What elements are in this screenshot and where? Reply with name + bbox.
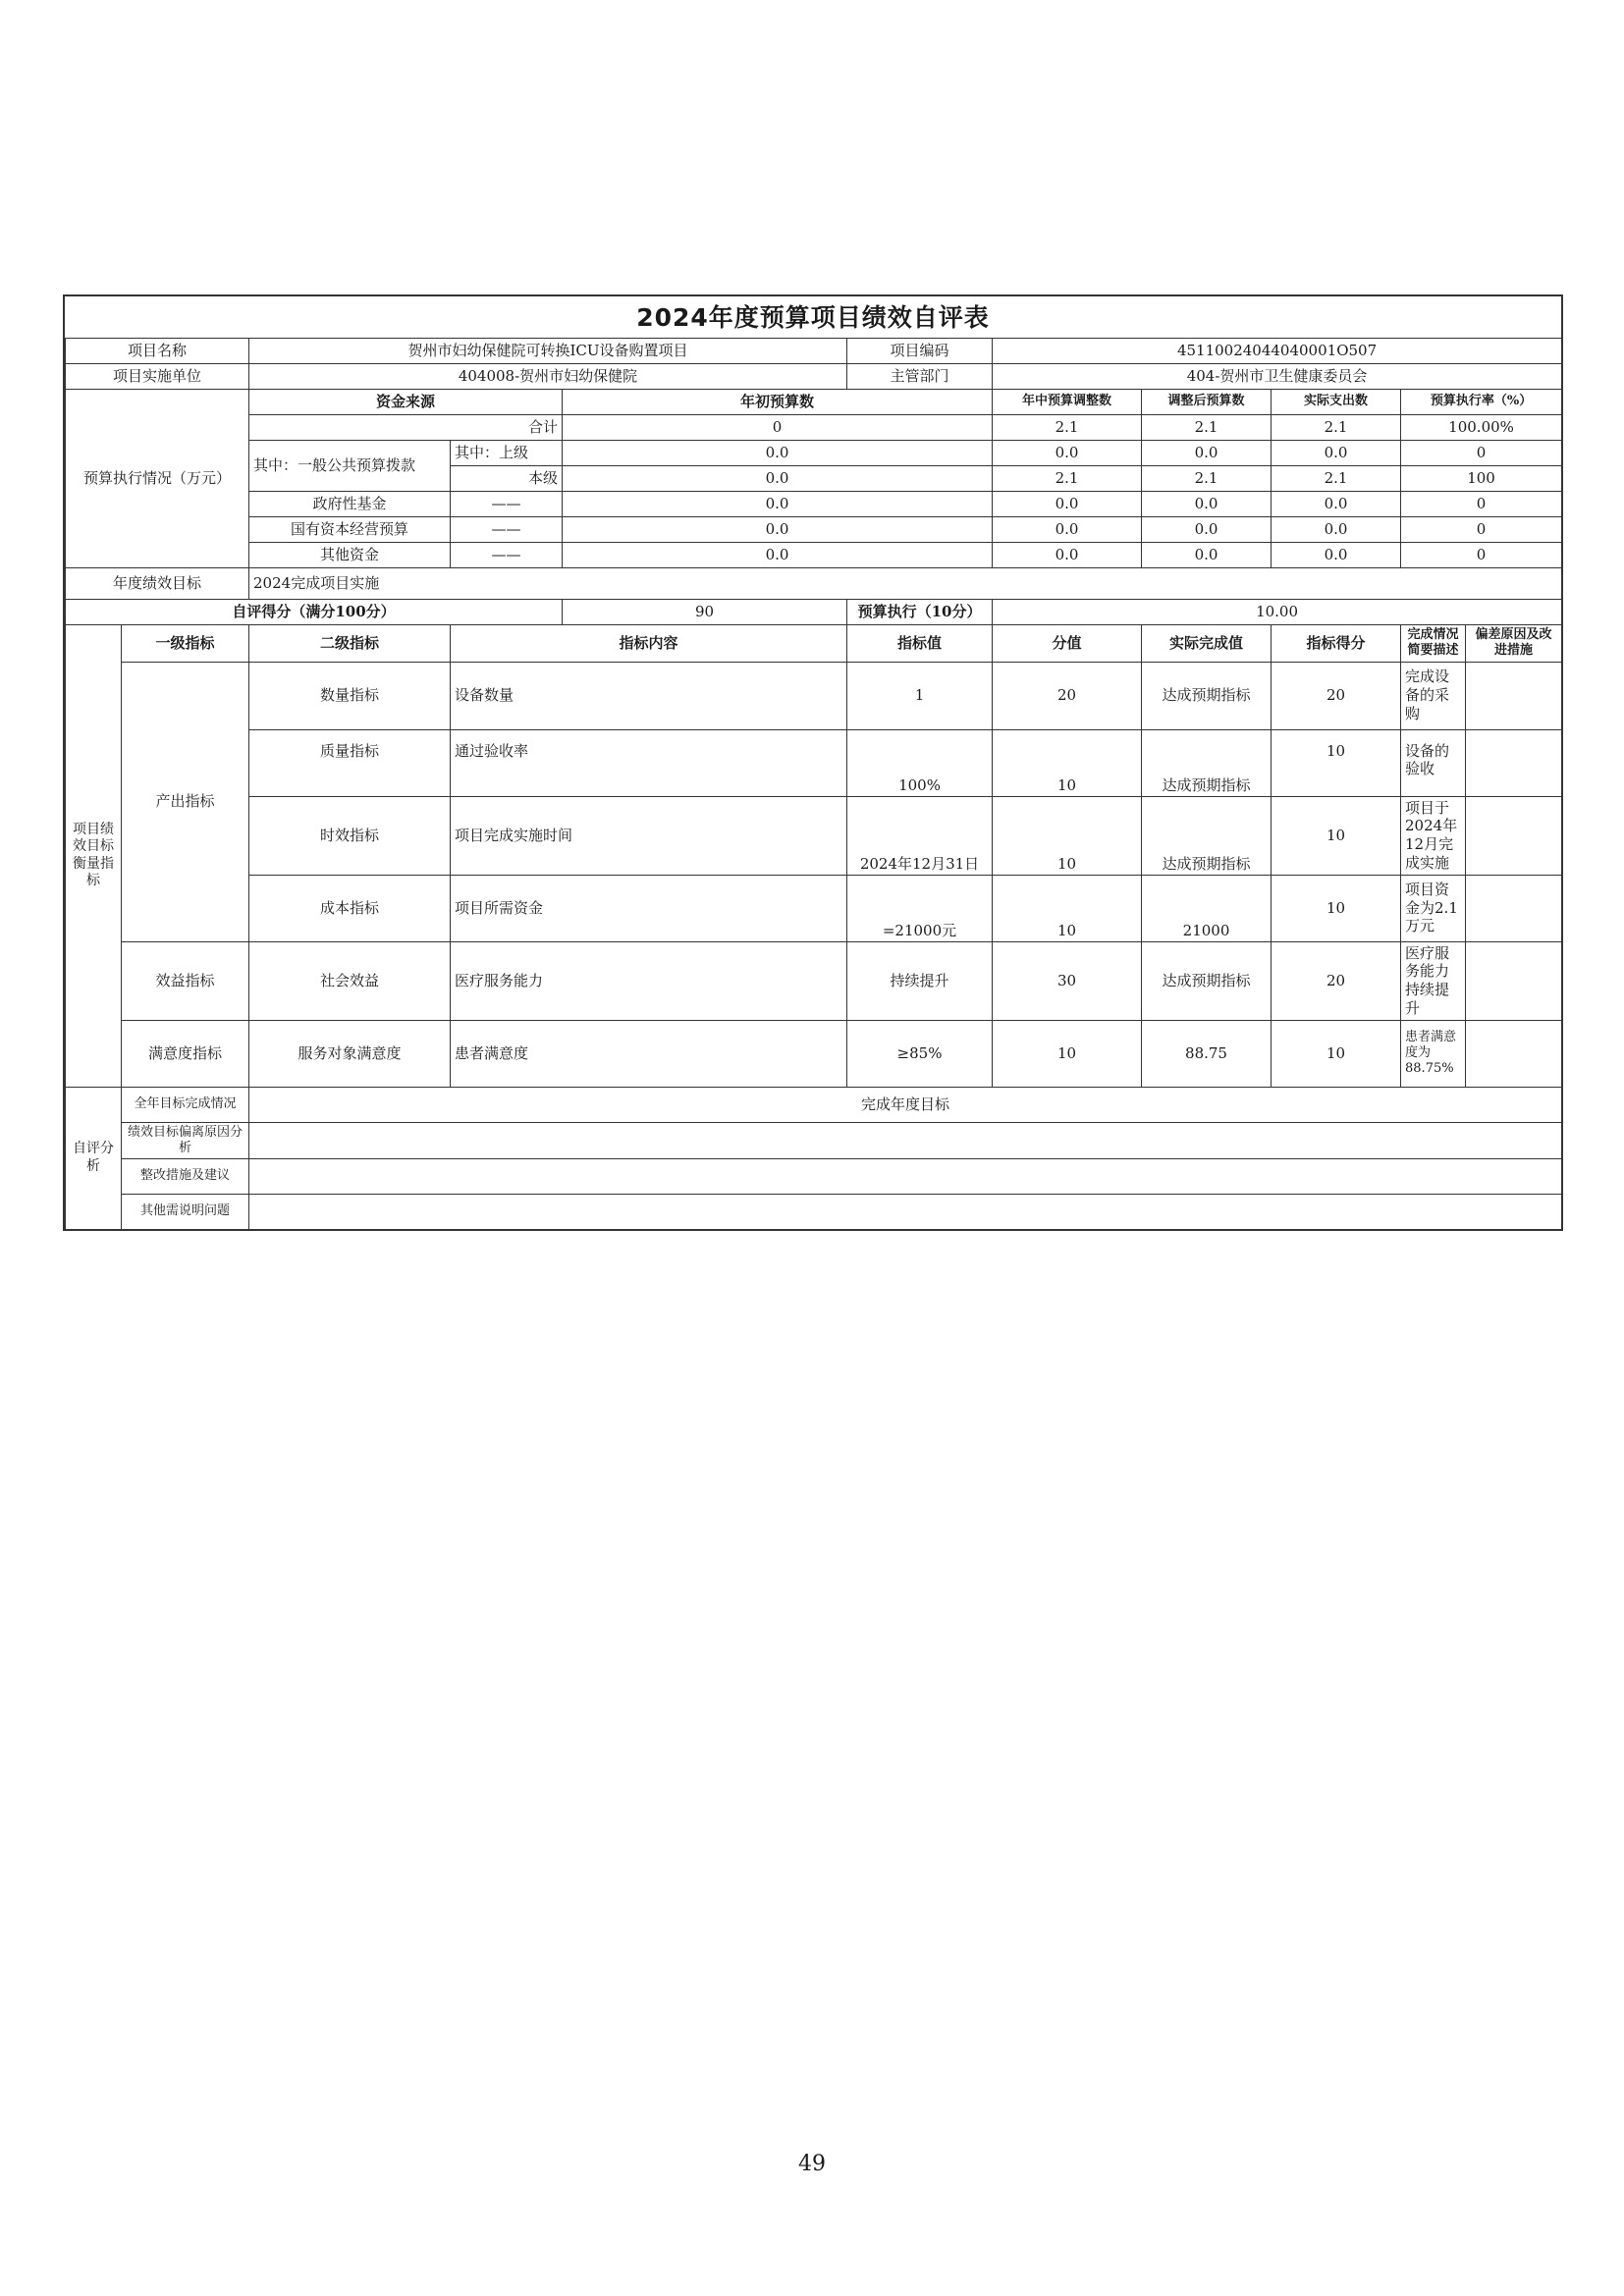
analysis-label: 全年目标完成情况	[122, 1087, 249, 1122]
indicator-content: 项目完成实施时间	[451, 796, 847, 875]
budget-header-row	[66, 390, 1562, 415]
indicator-dev	[1466, 875, 1562, 941]
indicator-actual: 达成预期指标	[1142, 729, 1272, 796]
indicators-header-l1: 一级指标	[122, 625, 249, 663]
indicator-l1: 效益指标	[122, 941, 249, 1020]
analysis-value	[249, 1159, 1562, 1195]
indicators-header-score: 指标得分	[1272, 625, 1401, 663]
budget-adjust: 2.1	[993, 466, 1142, 492]
page-number: 49	[798, 2152, 826, 2176]
budget-header-initial: 年初预算数	[563, 390, 993, 415]
indicator-dev	[1466, 941, 1562, 1020]
budget-adjust: 0.0	[993, 492, 1142, 517]
budget-source: 合计	[249, 415, 563, 441]
indicator-target: 持续提升	[847, 941, 993, 1020]
score-row	[66, 600, 1562, 625]
budget-source: 其中：上级	[451, 441, 563, 466]
budget-initial: 0	[563, 415, 993, 441]
budget-dash: ——	[451, 517, 563, 543]
indicators-header-weight: 分值	[993, 625, 1142, 663]
project-name-value: 贺州市妇幼保健院可转换ICU设备购置项目	[249, 339, 847, 364]
indicators-header-row	[66, 625, 1562, 663]
evaluation-sheet	[63, 294, 1563, 1231]
budget-rate: 100.00%	[1401, 415, 1562, 441]
budget-rate: 0	[1401, 492, 1562, 517]
indicator-target: 2024年12月31日	[847, 796, 993, 875]
budget-header-adjusted: 调整后预算数	[1142, 390, 1272, 415]
indicator-content: 患者满意度	[451, 1020, 847, 1087]
budget-group-general: 其中：一般公共预算拨款	[249, 441, 451, 492]
budget-row-gov-fund	[66, 492, 1562, 517]
indicator-desc: 患者满意度为88.75%	[1401, 1020, 1466, 1087]
budget-adjusted: 0.0	[1142, 492, 1272, 517]
indicator-dev	[1466, 662, 1562, 729]
indicators-header-l2: 二级指标	[249, 625, 451, 663]
indicator-actual: 达成预期指标	[1142, 941, 1272, 1020]
analysis-label: 整改措施及建议	[122, 1159, 249, 1195]
indicator-desc: 项目于2024年12月完成实施	[1401, 796, 1466, 875]
indicator-l2: 社会效益	[249, 941, 451, 1020]
indicator-row	[66, 729, 1562, 796]
indicator-dev	[1466, 796, 1562, 875]
indicator-l2: 成本指标	[249, 875, 451, 941]
indicators-header-dev: 偏差原因及改进措施	[1466, 625, 1562, 663]
indicator-content: 医疗服务能力	[451, 941, 847, 1020]
budget-dash: ——	[451, 492, 563, 517]
indicator-output-label: 产出指标	[122, 662, 249, 941]
self-score-value: 90	[563, 600, 847, 625]
budget-source: 国有资本经营预算	[249, 517, 451, 543]
budget-header-rate: 预算执行率（%）	[1401, 390, 1562, 415]
indicator-desc: 医疗服务能力持续提升	[1401, 941, 1466, 1020]
analysis-value	[249, 1195, 1562, 1230]
budget-row-upper	[66, 441, 1562, 466]
budget-adjusted: 2.1	[1142, 415, 1272, 441]
analysis-row	[66, 1195, 1562, 1230]
indicator-actual: 21000	[1142, 875, 1272, 941]
budget-actual: 0.0	[1272, 492, 1401, 517]
budget-adjusted: 2.1	[1142, 466, 1272, 492]
analysis-row	[66, 1087, 1562, 1122]
indicator-score: 20	[1272, 662, 1401, 729]
budget-adjusted: 0.0	[1142, 517, 1272, 543]
project-unit-row	[66, 364, 1562, 390]
indicator-dev	[1466, 1020, 1562, 1087]
budget-adjust: 0.0	[993, 517, 1142, 543]
analysis-label: 其他需说明问题	[122, 1195, 249, 1230]
indicator-score: 10	[1272, 1020, 1401, 1087]
indicator-content: 设备数量	[451, 662, 847, 729]
indicator-weight: 20	[993, 662, 1142, 729]
budget-adjust: 0.0	[993, 543, 1142, 568]
indicators-header-target: 指标值	[847, 625, 993, 663]
indicators-header-content: 指标内容	[451, 625, 847, 663]
indicator-row	[66, 662, 1562, 729]
analysis-row	[66, 1122, 1562, 1159]
project-code-value: 45110024044040001O507	[993, 339, 1562, 364]
budget-source: 本级	[451, 466, 563, 492]
annual-goal-label: 年度绩效目标	[66, 568, 249, 600]
budget-actual: 0.0	[1272, 517, 1401, 543]
indicator-content: 项目所需资金	[451, 875, 847, 941]
indicator-weight: 10	[993, 1020, 1142, 1087]
indicators-section-label: 项目绩效目标衡量指标	[66, 625, 122, 1088]
budget-rate: 0	[1401, 517, 1562, 543]
budget-initial: 0.0	[563, 517, 993, 543]
budget-source: 其他资金	[249, 543, 451, 568]
indicator-desc: 项目资金为2.1万元	[1401, 875, 1466, 941]
indicator-row	[66, 875, 1562, 941]
indicator-score: 10	[1272, 796, 1401, 875]
analysis-section-label: 自评分析	[66, 1087, 122, 1230]
budget-adjusted: 0.0	[1142, 543, 1272, 568]
analysis-value: 完成年度目标	[249, 1087, 1562, 1122]
budget-actual: 0.0	[1272, 543, 1401, 568]
budget-header-source: 资金来源	[249, 390, 563, 415]
budget-initial: 0.0	[563, 441, 993, 466]
indicator-target: 100%	[847, 729, 993, 796]
indicator-weight: 30	[993, 941, 1142, 1020]
indicator-dev	[1466, 729, 1562, 796]
budget-row-other	[66, 543, 1562, 568]
budget-rate: 0	[1401, 543, 1562, 568]
indicator-weight: 10	[993, 729, 1142, 796]
budget-exec-value: 10.00	[993, 600, 1562, 625]
budget-initial: 0.0	[563, 466, 993, 492]
project-name-row	[66, 339, 1562, 364]
budget-adjust: 2.1	[993, 415, 1142, 441]
budget-row-state-capital	[66, 517, 1562, 543]
budget-dash: ——	[451, 543, 563, 568]
indicator-target: ≥85%	[847, 1020, 993, 1087]
indicator-actual: 达成预期指标	[1142, 796, 1272, 875]
annual-goal-row	[66, 568, 1562, 600]
budget-rate: 100	[1401, 466, 1562, 492]
unit-value: 404008-贺州市妇幼保健院	[249, 364, 847, 390]
budget-header-actual: 实际支出数	[1272, 390, 1401, 415]
budget-source: 政府性基金	[249, 492, 451, 517]
indicator-score: 10	[1272, 875, 1401, 941]
indicator-score: 20	[1272, 941, 1401, 1020]
indicator-l2: 质量指标	[249, 729, 451, 796]
analysis-label: 绩效目标偏离原因分析	[122, 1122, 249, 1159]
budget-initial: 0.0	[563, 492, 993, 517]
analysis-value	[249, 1122, 1562, 1159]
indicator-row	[66, 796, 1562, 875]
indicator-l2: 服务对象满意度	[249, 1020, 451, 1087]
budget-exec-label: 预算执行（10分）	[847, 600, 993, 625]
budget-actual: 2.1	[1272, 466, 1401, 492]
indicator-l2: 数量指标	[249, 662, 451, 729]
dept-label: 主管部门	[847, 364, 993, 390]
budget-row-total	[66, 415, 1562, 441]
indicator-content: 通过验收率	[451, 729, 847, 796]
budget-actual: 2.1	[1272, 415, 1401, 441]
indicator-target: 1	[847, 662, 993, 729]
budget-rate: 0	[1401, 441, 1562, 466]
indicator-weight: 10	[993, 875, 1142, 941]
indicator-desc: 设备的验收	[1401, 729, 1466, 796]
unit-label: 项目实施单位	[66, 364, 249, 390]
dept-value: 404-贺州市卫生健康委员会	[993, 364, 1562, 390]
indicator-l2: 时效指标	[249, 796, 451, 875]
indicator-score: 10	[1272, 729, 1401, 796]
indicator-l1: 满意度指标	[122, 1020, 249, 1087]
self-score-label: 自评得分（满分100分）	[66, 600, 563, 625]
analysis-row	[66, 1159, 1562, 1195]
annual-goal-value: 2024完成项目实施	[249, 568, 1562, 600]
budget-section-label: 预算执行情况（万元）	[66, 390, 249, 568]
indicators-header-actual: 实际完成值	[1142, 625, 1272, 663]
budget-actual: 0.0	[1272, 441, 1401, 466]
evaluation-table	[65, 338, 1562, 1230]
indicator-actual: 达成预期指标	[1142, 662, 1272, 729]
indicator-desc: 完成设备的采购	[1401, 662, 1466, 729]
budget-header-adjust: 年中预算调整数	[993, 390, 1142, 415]
budget-adjust: 0.0	[993, 441, 1142, 466]
indicator-target: =21000元	[847, 875, 993, 941]
project-name-label: 项目名称	[66, 339, 249, 364]
project-code-label: 项目编码	[847, 339, 993, 364]
sheet-title: 2024年度预算项目绩效自评表	[65, 296, 1561, 339]
indicators-header-desc: 完成情况简要描述	[1401, 625, 1466, 663]
budget-initial: 0.0	[563, 543, 993, 568]
indicator-actual: 88.75	[1142, 1020, 1272, 1087]
indicator-row	[66, 941, 1562, 1020]
indicator-row	[66, 1020, 1562, 1087]
indicator-weight: 10	[993, 796, 1142, 875]
budget-adjusted: 0.0	[1142, 441, 1272, 466]
